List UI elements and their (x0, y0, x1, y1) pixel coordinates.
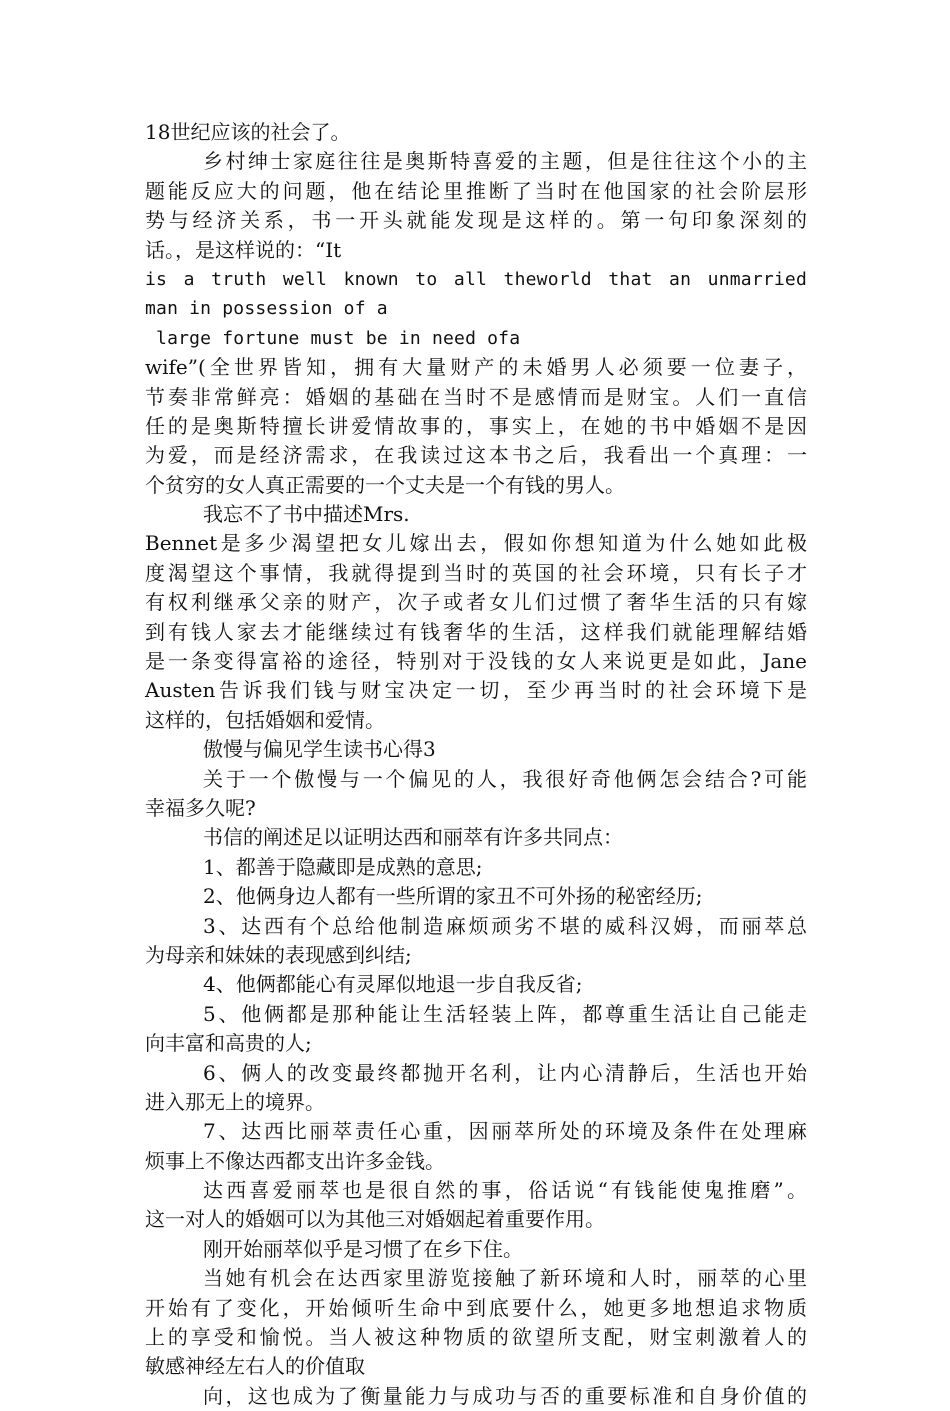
text-line: 5、他俩都是那种能让生活轻装上阵，都尊重生活让自己能走 (203, 1001, 807, 1026)
text-line: 我忘不了书中描述Mrs. (203, 502, 410, 527)
text-line: 这样的，包括婚姻和爱情。 (145, 707, 385, 732)
text-line: 1、都善于隐藏即是成熟的意思; (203, 854, 483, 879)
text-line: 进入那无上的境界。 (145, 1089, 325, 1114)
text-line: 度渴望这个事情，我就得提到当时的英国的社会环境，只有长子才 (145, 560, 807, 585)
text-line: 6、俩人的改变最终都抛开名利，让内心清静后，生活也开始 (203, 1060, 807, 1085)
text-line: 是一条变得富裕的途径，特别对于没钱的女人来说更是如此，Jane (145, 649, 807, 674)
text-line: man in possession of a (145, 298, 388, 320)
text-line: is a truth well known to all theworld that an unmarried (145, 268, 807, 290)
text-line: 这一对人的婚姻可以为其他三对婚姻起着重要作用。 (145, 1207, 605, 1232)
text-line: 节奏非常鲜亮：婚姻的基础在当时不是感情而是财宝。人们一直信 (145, 384, 807, 409)
text-line: 关于一个傲慢与一个偏见的人，我很好奇他俩怎会结合?可能 (203, 766, 807, 791)
text-line: 傲慢与偏见学生读书心得3 (203, 737, 436, 762)
text-line: 任的是奥斯特擅长讲爱情故事的，事实上，在她的书中婚姻不是因 (145, 413, 807, 438)
text-line: 为母亲和妹妹的表现感到纠结; (145, 942, 412, 967)
text-line: Bennet是多少渴望把女儿嫁出去，假如你想知道为什么她如此极 (145, 531, 807, 556)
text-line: 个贫穷的女人真正需要的一个丈夫是一个有钱的男人。 (145, 472, 625, 497)
text-line: 7、达西比丽萃责任心重，因丽萃所处的环境及条件在处理麻 (203, 1119, 807, 1144)
text-line: 题能反应大的问题，他在结论里推断了当时在他国家的社会阶层形 (145, 178, 807, 203)
text-line: Austen告诉我们钱与财宝决定一切，至少再当时的社会环境下是 (145, 678, 807, 703)
text-line: 幸福多久呢? (145, 795, 256, 820)
text-line: 2、他俩身边人都有一些所谓的家丑不可外扬的秘密经历; (203, 884, 703, 909)
text-line: 当她有机会在达西家里游览接触了新环境和人时，丽萃的心里 (203, 1266, 807, 1291)
text-line: 敏感神经左右人的价值取 (145, 1354, 365, 1379)
text-line: 乡村绅士家庭往往是奥斯特喜爱的主题，但是往往这个小的主 (203, 149, 807, 174)
text-line: 为爱，而是经济需求，在我读过这本书之后，我看出一个真理：一 (145, 443, 807, 468)
text-line: 话。，是这样说的：“It (145, 237, 342, 262)
text-line: 达西喜爱丽萃也是很自然的事，俗话说“有钱能使鬼推磨”。 (203, 1178, 807, 1203)
text-line: 开始有了变化，开始倾听生命中到底要什么，她更多地想追求物质 (145, 1295, 807, 1320)
text-line: 向，这也成为了衡量能力与成功与否的重要标准和自身价值的 (203, 1383, 807, 1408)
text-line: large fortune must be in need ofa (145, 327, 521, 349)
text-line: 势与经济关系，书一开头就能发现是这样的。第一句印象深刻的 (145, 208, 807, 233)
text-line: 有权利继承父亲的财产，次子或者女儿们过惯了奢华生活的只有嫁 (145, 590, 807, 615)
text-line: 烦事上不像达西都支出许多金钱。 (145, 1148, 445, 1173)
document-body (145, 118, 807, 1411)
text-line: 3、达西有个总给他制造麻烦顽劣不堪的威科汉姆，而丽萃总 (203, 913, 807, 938)
text-line: wife”(全世界皆知，拥有大量财产的未婚男人必须要一位妻子， (145, 355, 807, 380)
text-line: 书信的阐述足以证明达西和丽萃有许多共同点： (203, 825, 623, 850)
text-line: 到有钱人家去才能继续过有钱奢华的生活，这样我们就能理解结婚 (145, 619, 807, 644)
text-line: 4、他俩都能心有灵犀似地退一步自我反省; (203, 972, 583, 997)
text-line: 18世纪应该的社会了。 (145, 120, 351, 144)
text-line: 向丰富和高贵的人; (145, 1031, 312, 1056)
text-line: 上的享受和愉悦。当人被这种物质的欲望所支配，财宝刺激着人的 (145, 1325, 807, 1350)
text-line: 刚开始丽萃似乎是习惯了在乡下住。 (203, 1236, 523, 1261)
